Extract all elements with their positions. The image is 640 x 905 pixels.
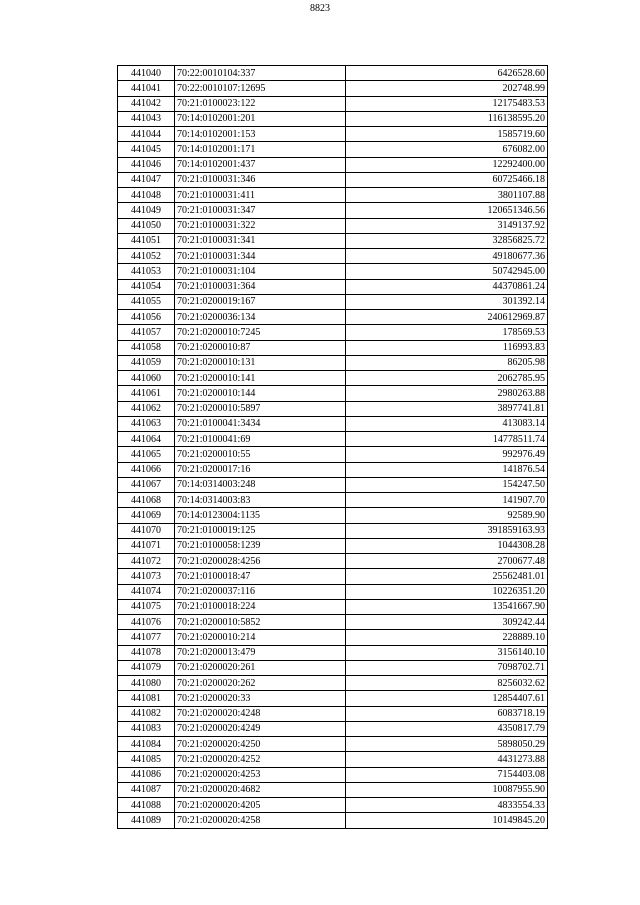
row-number-cell: 441076	[118, 615, 175, 630]
row-number-cell: 441050	[118, 218, 175, 233]
cadastral-number-cell: 70:21:0200020:4252	[175, 752, 346, 767]
cadastral-value-cell: 301392.14	[346, 294, 548, 309]
row-number-cell: 441078	[118, 645, 175, 660]
table-row	[118, 355, 548, 370]
cadastral-value-cell: 3801107.88	[346, 188, 548, 203]
row-number-cell: 441047	[118, 172, 175, 187]
row-number-cell: 441049	[118, 203, 175, 218]
cadastral-value-cell: 141907.70	[346, 493, 548, 508]
table-row	[118, 691, 548, 706]
cadastral-number-cell: 70:21:0200017:16	[175, 462, 346, 477]
table-row	[118, 508, 548, 523]
cadastral-value-cell: 25562481.01	[346, 569, 548, 584]
table-row	[118, 447, 548, 462]
row-number-cell: 441088	[118, 798, 175, 813]
cadastral-number-cell: 70:21:0100058:1239	[175, 538, 346, 553]
row-number-cell: 441043	[118, 111, 175, 126]
table-row	[118, 142, 548, 157]
cadastral-number-cell: 70:14:0314003:248	[175, 477, 346, 492]
row-number-cell: 441073	[118, 569, 175, 584]
cadastral-value-cell: 2062785.95	[346, 371, 548, 386]
cadastral-value-cell: 240612969.87	[346, 310, 548, 325]
row-number-cell: 441069	[118, 508, 175, 523]
row-number-cell: 441051	[118, 233, 175, 248]
row-number-cell: 441058	[118, 340, 175, 355]
cadastral-value-cell: 141876.54	[346, 462, 548, 477]
cadastral-value-cell: 413083.14	[346, 416, 548, 431]
table-row	[118, 660, 548, 675]
table-row	[118, 752, 548, 767]
cadastral-value-cell: 8256032.62	[346, 676, 548, 691]
table-row	[118, 127, 548, 142]
row-number-cell: 441040	[118, 66, 175, 81]
table-row	[118, 310, 548, 325]
table-row	[118, 264, 548, 279]
table-row	[118, 203, 548, 218]
cadastral-number-cell: 70:21:0100031:341	[175, 233, 346, 248]
cadastral-value-cell: 60725466.18	[346, 172, 548, 187]
row-number-cell: 441086	[118, 767, 175, 782]
row-number-cell: 441046	[118, 157, 175, 172]
cadastral-number-cell: 70:21:0200020:33	[175, 691, 346, 706]
cadastral-number-cell: 70:21:0100031:364	[175, 279, 346, 294]
cadastral-value-cell: 44370861.24	[346, 279, 548, 294]
row-number-cell: 441048	[118, 188, 175, 203]
row-number-cell: 441089	[118, 813, 175, 828]
row-number-cell: 441083	[118, 721, 175, 736]
row-number-cell: 441084	[118, 737, 175, 752]
table-row	[118, 249, 548, 264]
table-row	[118, 523, 548, 538]
row-number-cell: 441085	[118, 752, 175, 767]
row-number-cell: 441053	[118, 264, 175, 279]
row-number-cell: 441077	[118, 630, 175, 645]
table-row	[118, 462, 548, 477]
cadastral-value-cell: 5898050.29	[346, 737, 548, 752]
table-row	[118, 630, 548, 645]
cadastral-number-cell: 70:22:0010104:337	[175, 66, 346, 81]
table-row	[118, 233, 548, 248]
row-number-cell: 441041	[118, 81, 175, 96]
cadastral-number-cell: 70:21:0100031:322	[175, 218, 346, 233]
cadastral-value-cell: 6426528.60	[346, 66, 548, 81]
cadastral-value-cell: 10087955.90	[346, 782, 548, 797]
table-row	[118, 279, 548, 294]
row-number-cell: 441080	[118, 676, 175, 691]
cadastral-value-cell: 92589.90	[346, 508, 548, 523]
cadastral-number-cell: 70:21:0100041:69	[175, 432, 346, 447]
cadastral-value-cell: 12175483.53	[346, 96, 548, 111]
cadastral-number-cell: 70:21:0100018:47	[175, 569, 346, 584]
cadastral-value-cell: 4431273.88	[346, 752, 548, 767]
table-body	[118, 66, 548, 829]
row-number-cell: 441075	[118, 599, 175, 614]
cadastral-value-cell: 116993.83	[346, 340, 548, 355]
cadastral-number-cell: 70:21:0200010:214	[175, 630, 346, 645]
table-row	[118, 401, 548, 416]
cadastral-value-cell: 202748.99	[346, 81, 548, 96]
table-row	[118, 599, 548, 614]
row-number-cell: 441060	[118, 371, 175, 386]
cadastral-value-cell: 49180677.36	[346, 249, 548, 264]
cadastral-value-cell: 391859163.93	[346, 523, 548, 538]
cadastral-number-cell: 70:21:0100031:346	[175, 172, 346, 187]
table-row	[118, 554, 548, 569]
cadastral-number-cell: 70:21:0200010:7245	[175, 325, 346, 340]
row-number-cell: 441081	[118, 691, 175, 706]
row-number-cell: 441055	[118, 294, 175, 309]
cadastral-number-cell: 70:21:0200010:55	[175, 447, 346, 462]
cadastral-value-cell: 4833554.33	[346, 798, 548, 813]
table-row	[118, 477, 548, 492]
table-row	[118, 218, 548, 233]
cadastral-number-cell: 70:14:0123004:1135	[175, 508, 346, 523]
cadastral-value-cell: 6083718.19	[346, 706, 548, 721]
cadastral-number-cell: 70:14:0102001:201	[175, 111, 346, 126]
table-row	[118, 66, 548, 81]
cadastral-number-cell: 70:21:0100031:347	[175, 203, 346, 218]
row-number-cell: 441057	[118, 325, 175, 340]
cadastral-number-cell: 70:21:0100031:104	[175, 264, 346, 279]
table-row	[118, 432, 548, 447]
cadastral-value-cell: 178569.53	[346, 325, 548, 340]
row-number-cell: 441087	[118, 782, 175, 797]
row-number-cell: 441068	[118, 493, 175, 508]
table-row	[118, 584, 548, 599]
cadastral-number-cell: 70:14:0102001:171	[175, 142, 346, 157]
table-row	[118, 188, 548, 203]
cadastral-value-cell: 13541667.90	[346, 599, 548, 614]
table-row	[118, 416, 548, 431]
cadastral-value-cell: 50742945.00	[346, 264, 548, 279]
table-row	[118, 340, 548, 355]
table-row	[118, 798, 548, 813]
cadastral-number-cell: 70:21:0200020:4249	[175, 721, 346, 736]
row-number-cell: 441063	[118, 416, 175, 431]
cadastral-value-cell: 4350817.79	[346, 721, 548, 736]
table-row	[118, 81, 548, 96]
table-row	[118, 157, 548, 172]
cadastral-value-cell: 116138595.20	[346, 111, 548, 126]
cadastral-number-cell: 70:21:0200010:144	[175, 386, 346, 401]
cadastral-number-cell: 70:14:0102001:437	[175, 157, 346, 172]
cadastral-number-cell: 70:21:0200010:5897	[175, 401, 346, 416]
cadastral-number-cell: 70:21:0200010:141	[175, 371, 346, 386]
table-row	[118, 645, 548, 660]
cadastral-value-cell: 2980263.88	[346, 386, 548, 401]
cadastral-number-cell: 70:21:0200010:87	[175, 340, 346, 355]
cadastral-value-cell: 12854407.61	[346, 691, 548, 706]
cadastral-number-cell: 70:21:0200036:134	[175, 310, 346, 325]
table-row	[118, 386, 548, 401]
table-row	[118, 737, 548, 752]
row-number-cell: 441082	[118, 706, 175, 721]
cadastral-number-cell: 70:21:0100018:224	[175, 599, 346, 614]
row-number-cell: 441056	[118, 310, 175, 325]
cadastral-number-cell: 70:21:0200019:167	[175, 294, 346, 309]
cadastral-number-cell: 70:21:0100041:3434	[175, 416, 346, 431]
cadastral-value-cell: 3156140.10	[346, 645, 548, 660]
page-number: 8823	[310, 3, 330, 14]
row-number-cell: 441079	[118, 660, 175, 675]
cadastral-value-cell: 676082.00	[346, 142, 548, 157]
cadastral-number-cell: 70:21:0200037:116	[175, 584, 346, 599]
cadastral-number-cell: 70:14:0102001:153	[175, 127, 346, 142]
row-number-cell: 441064	[118, 432, 175, 447]
table-row	[118, 172, 548, 187]
cadastral-value-cell: 86205.98	[346, 355, 548, 370]
row-number-cell: 441052	[118, 249, 175, 264]
cadastral-value-cell: 154247.50	[346, 477, 548, 492]
cadastral-number-cell: 70:21:0200020:4248	[175, 706, 346, 721]
table-row	[118, 569, 548, 584]
table-row	[118, 538, 548, 553]
cadastral-value-cell: 12292400.00	[346, 157, 548, 172]
table-row	[118, 706, 548, 721]
cadastral-number-cell: 70:21:0200028:4256	[175, 554, 346, 569]
cadastral-number-cell: 70:21:0200020:262	[175, 676, 346, 691]
row-number-cell: 441074	[118, 584, 175, 599]
cadastral-value-cell: 309242.44	[346, 615, 548, 630]
table-row	[118, 782, 548, 797]
cadastral-number-cell: 70:14:0314003:83	[175, 493, 346, 508]
cadastral-value-cell: 32856825.72	[346, 233, 548, 248]
row-number-cell: 441067	[118, 477, 175, 492]
row-number-cell: 441066	[118, 462, 175, 477]
cadastral-number-cell: 70:21:0200020:4250	[175, 737, 346, 752]
table-row	[118, 96, 548, 111]
table-row	[118, 294, 548, 309]
row-number-cell: 441061	[118, 386, 175, 401]
cadastral-value-table	[117, 65, 548, 829]
cadastral-value-cell: 992976.49	[346, 447, 548, 462]
table-row	[118, 721, 548, 736]
table-row	[118, 767, 548, 782]
cadastral-value-cell: 3149137.92	[346, 218, 548, 233]
cadastral-number-cell: 70:21:0100019:125	[175, 523, 346, 538]
cadastral-number-cell: 70:21:0100031:344	[175, 249, 346, 264]
row-number-cell: 441054	[118, 279, 175, 294]
cadastral-number-cell: 70:22:0010107:12695	[175, 81, 346, 96]
cadastral-value-cell: 3897741.81	[346, 401, 548, 416]
row-number-cell: 441065	[118, 447, 175, 462]
row-number-cell: 441045	[118, 142, 175, 157]
table-row	[118, 111, 548, 126]
row-number-cell: 441042	[118, 96, 175, 111]
cadastral-number-cell: 70:21:0200013:479	[175, 645, 346, 660]
cadastral-number-cell: 70:21:0200020:4205	[175, 798, 346, 813]
row-number-cell: 441059	[118, 355, 175, 370]
table-row	[118, 615, 548, 630]
cadastral-number-cell: 70:21:0200020:261	[175, 660, 346, 675]
cadastral-value-cell: 1585719.60	[346, 127, 548, 142]
cadastral-value-cell: 14778511.74	[346, 432, 548, 447]
table-row	[118, 813, 548, 828]
cadastral-value-cell: 120651346.56	[346, 203, 548, 218]
row-number-cell: 441044	[118, 127, 175, 142]
cadastral-number-cell: 70:21:0100023:122	[175, 96, 346, 111]
cadastral-value-cell: 2700677.48	[346, 554, 548, 569]
cadastral-number-cell: 70:21:0200020:4258	[175, 813, 346, 828]
cadastral-value-cell: 228889.10	[346, 630, 548, 645]
table-row	[118, 676, 548, 691]
row-number-cell: 441072	[118, 554, 175, 569]
table-row	[118, 371, 548, 386]
cadastral-value-cell: 10226351.20	[346, 584, 548, 599]
cadastral-number-cell: 70:21:0200020:4682	[175, 782, 346, 797]
table-row	[118, 493, 548, 508]
cadastral-value-cell: 7154403.08	[346, 767, 548, 782]
cadastral-number-cell: 70:21:0100031:411	[175, 188, 346, 203]
row-number-cell: 441070	[118, 523, 175, 538]
cadastral-value-cell: 10149845.20	[346, 813, 548, 828]
cadastral-number-cell: 70:21:0200010:5852	[175, 615, 346, 630]
cadastral-value-cell: 1044308.28	[346, 538, 548, 553]
table-row	[118, 325, 548, 340]
row-number-cell: 441062	[118, 401, 175, 416]
cadastral-number-cell: 70:21:0200010:131	[175, 355, 346, 370]
row-number-cell: 441071	[118, 538, 175, 553]
cadastral-number-cell: 70:21:0200020:4253	[175, 767, 346, 782]
cadastral-value-cell: 7098702.71	[346, 660, 548, 675]
